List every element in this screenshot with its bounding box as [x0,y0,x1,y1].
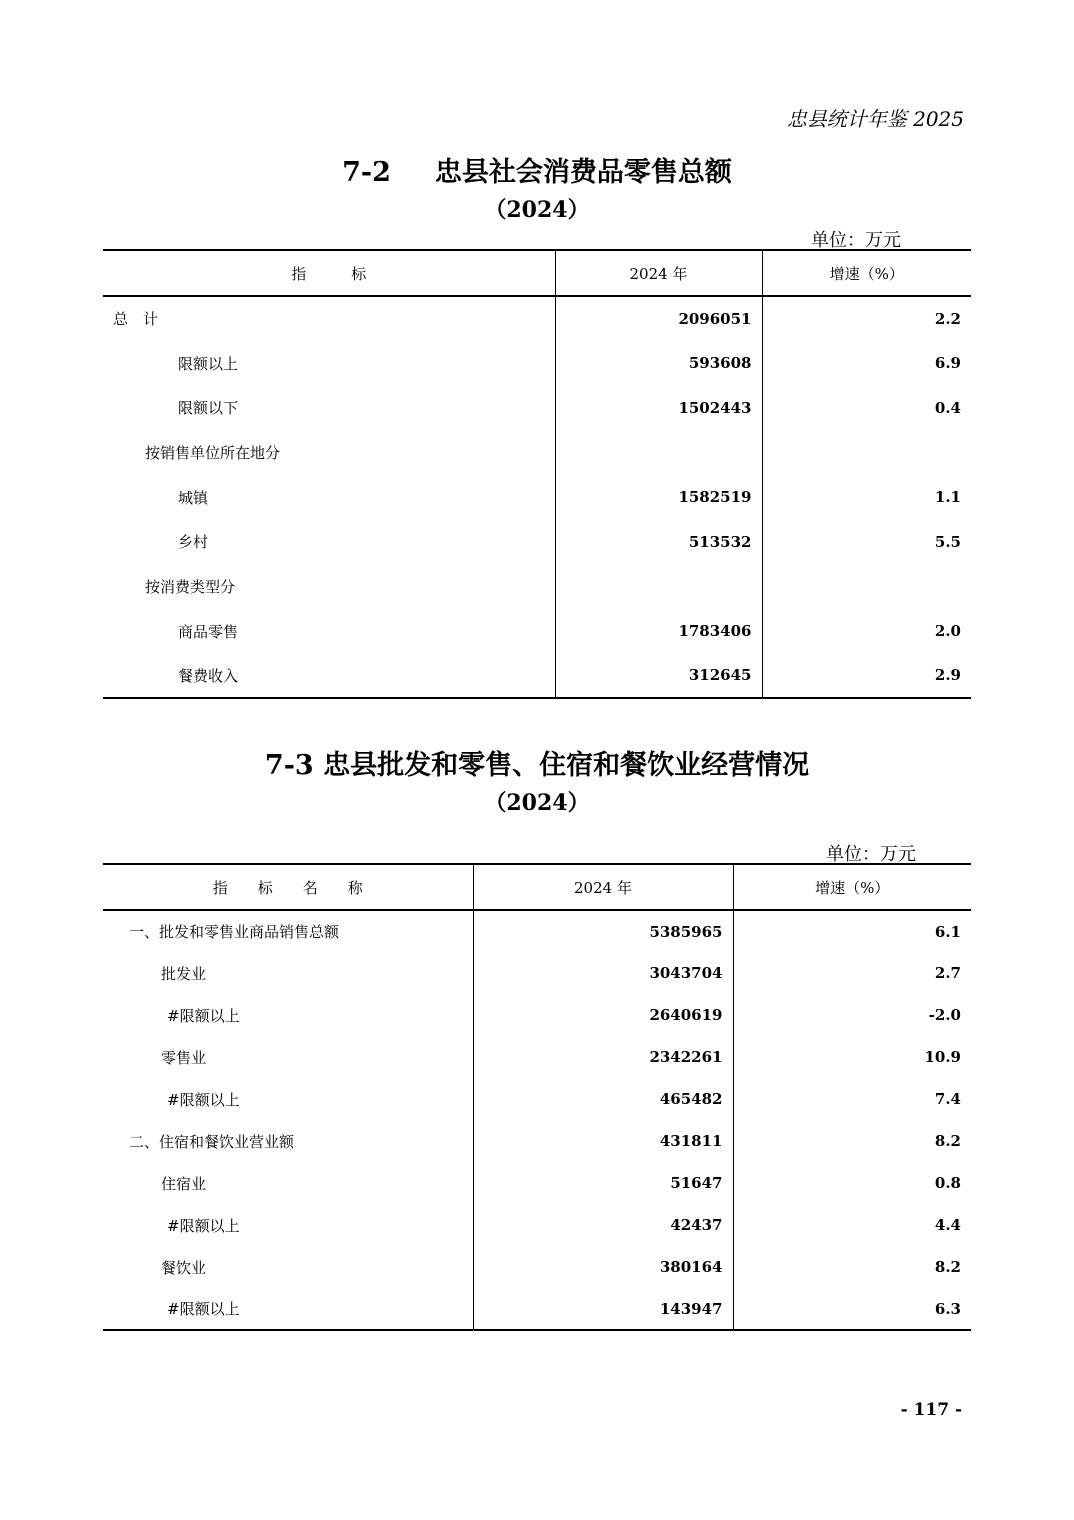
row-label: 住宿业 [161,1174,207,1193]
running-head: 忠县统计年鉴 2025 [786,107,964,131]
row-value: 312645 [555,654,762,699]
row-value: 513532 [555,519,762,564]
table-row [103,475,971,520]
table-row [103,994,971,1036]
table2-header-row [103,864,971,910]
row-label: #限额以上 [103,1288,473,1330]
row-rate: 10.9 [733,1036,971,1078]
page-number: - 117 - [900,1400,962,1420]
row-value [555,430,762,475]
row-label: 一、批发和零售业商品销售总额 [129,923,340,941]
table2-title: 7-3 忠县批发和零售、住宿和餐饮业经营情况 [264,750,810,781]
row-rate: 6.9 [762,341,971,386]
table1-title-text: 忠县社会消费品零售总额 [434,157,732,188]
table1-number: 7-2 [342,157,391,188]
row-value: 1502443 [555,385,762,430]
table2-subtitle: （2024） [484,790,590,816]
table-row [103,296,971,341]
row-label: #限额以上 [167,1006,240,1025]
row-rate: 0.8 [733,1162,971,1204]
row-value: 593608 [555,341,762,386]
row-label: 餐费收入 [103,654,555,699]
row-value [555,564,762,609]
row-label: 零售业 [161,1048,207,1067]
table-row [103,910,971,952]
row-rate: 6.1 [733,910,971,952]
table-row [103,952,971,994]
row-value: 2640619 [473,994,733,1036]
row-value: 143947 [473,1288,733,1330]
table-row [103,519,971,564]
row-rate [762,564,971,609]
table1-title [0,150,1074,189]
row-value: 1783406 [555,609,762,654]
table-row [103,1036,971,1078]
table-row [103,1246,971,1288]
row-label: 按销售单位所在地分 [145,443,281,462]
row-label: 总 计 [113,310,159,329]
table1-header-rate: 增速（%） [762,250,971,296]
row-label: 限额以上 [178,354,239,373]
row-rate: 7.4 [733,1078,971,1120]
row-value: 42437 [473,1204,733,1246]
row-rate: 0.4 [762,385,971,430]
row-label: #限额以上 [167,1216,240,1235]
row-value: 2342261 [473,1036,733,1078]
row-value: 380164 [473,1246,733,1288]
row-rate [762,430,971,475]
row-value: 51647 [473,1162,733,1204]
row-rate: -2.0 [733,994,971,1036]
row-value: 465482 [473,1078,733,1120]
table-row [103,1288,971,1330]
row-value: 431811 [473,1120,733,1162]
table-row [103,1078,971,1120]
row-rate: 6.3 [733,1288,971,1330]
table-row [103,654,971,699]
table2-header-year: 2024 年 [473,864,733,910]
table2 [103,863,971,1331]
row-label: #限额以上 [167,1090,240,1109]
row-rate: 2.9 [762,654,971,699]
row-rate: 2.7 [733,952,971,994]
row-rate: 1.1 [762,475,971,520]
table1-unit: 单位：万元 [811,230,901,251]
table-row [103,385,971,430]
row-label: 批发业 [161,964,207,983]
row-rate: 5.5 [762,519,971,564]
row-label: 商品零售 [178,622,239,641]
table1-header-indicator: 指 标 [103,250,555,296]
row-label: 餐饮业 [161,1258,207,1277]
row-label: 乡村 [178,533,209,552]
row-value: 5385965 [473,910,733,952]
table-row [103,430,971,475]
row-rate: 2.2 [762,296,971,341]
table1 [103,249,971,699]
row-label: 二、住宿和餐饮业营业额 [129,1132,295,1151]
row-value: 2096051 [555,296,762,341]
table-row [103,609,971,654]
row-label: 按消费类型分 [145,577,236,596]
row-label: 城镇 [178,488,209,507]
table-row [103,1120,971,1162]
row-rate: 2.0 [762,609,971,654]
table1-header-row [103,250,971,296]
row-rate: 8.2 [733,1246,971,1288]
table-row [103,564,971,609]
table-row [103,341,971,386]
row-rate: 8.2 [733,1120,971,1162]
table1-subtitle: （2024） [484,197,590,223]
table2-unit: 单位：万元 [826,844,916,865]
table-row [103,1204,971,1246]
row-rate: 4.4 [733,1204,971,1246]
table2-header-rate: 增速（%） [733,864,971,910]
table1-header-year: 2024 年 [555,250,762,296]
row-value: 1582519 [555,475,762,520]
row-value: 3043704 [473,952,733,994]
table-row [103,1162,971,1204]
table2-header-indicator: 指 标 名 称 [103,864,473,910]
row-label: 限额以下 [178,399,239,418]
